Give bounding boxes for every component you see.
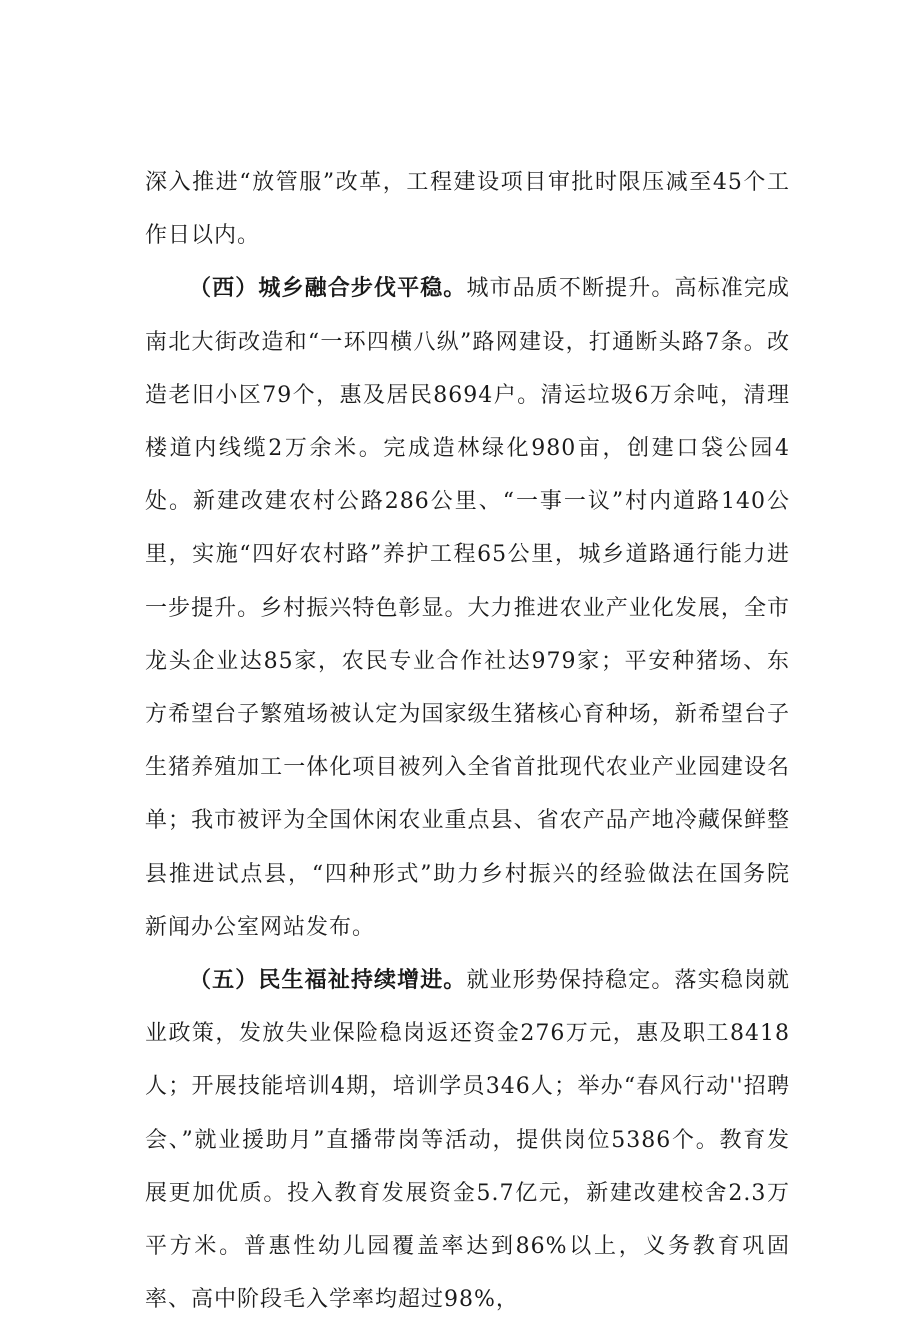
document-body xyxy=(145,156,790,1326)
paragraph-2 xyxy=(145,262,790,954)
paragraph-1 xyxy=(145,156,790,262)
paragraph-3 xyxy=(145,954,790,1326)
paragraph-2-text: 城市品质不断提升。高标准完成南北大街改造和“一环四横八纵”路网建设，打通断头路7条。改造老旧小区79个，惠及居民8694户。清运垃圾6万余吨，清理楼道内线缆2万余米。完成造林绿化980亩，创建口袋公园4处。新建改建农村公路286公里、“一事一议”村内道路140公里，实施“四好农村路”养护工程65公里，城乡道路通行能力进一步提升。乡村振兴特色彰显。大力推进农业产业化发展，全市龙头企业达85家，农民专业合作社达979家；平安种猪场、东方希望台子繁殖场被认定为国家级生猪核心育种场，新希望台子生猪养殖加工一体化项目被列入全省首批现代农业产业园建设名单；我市被评为全国休闲农业重点县、省农产品产地冷藏保鲜整县推进试点县，“四种形式”助力乡村振兴的经验做法在国务院新闻办公室网站发布。 xyxy=(145,276,790,940)
paragraph-2-heading: （西）城乡融合步伐平稳。 xyxy=(189,276,467,302)
paragraph-3-heading: （五）民生福祉持续增进。 xyxy=(189,968,467,994)
paragraph-1-text: 深入推进“放管服”改革，工程建设项目审批时限压减至45个工作日以内。 xyxy=(145,170,790,249)
paragraph-3-text: 就业形势保持稳定。落实稳岗就业政策，发放失业保险稳岗返还资金276万元，惠及职工8418人；开展技能培训4期，培训学员346人；举办“春风行动''招聘会、”就业援助月”直播带岗等活动，提供岗位5386个。教育发展更加优质。投入教育发展资金5.7亿元，新建改建校舍2.3万平方米。普惠性幼儿园覆盖率达到86%以上，义务教育巩固率、高中阶段毛入学率均超过98%， xyxy=(145,968,790,1313)
